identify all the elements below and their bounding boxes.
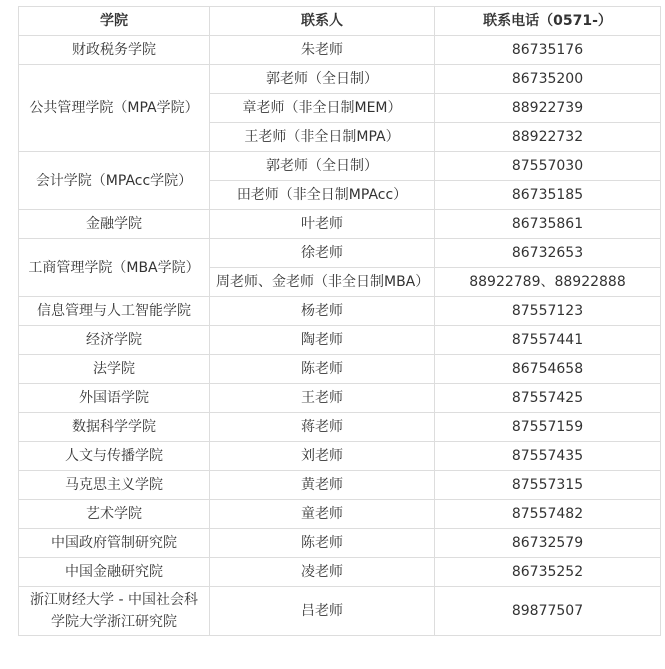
phone-cell: 88922732 (435, 123, 661, 152)
college-cell: 中国金融研究院 (19, 558, 210, 587)
phone-cell: 87557482 (435, 500, 661, 529)
college-cell: 公共管理学院（MPA学院） (19, 65, 210, 152)
college-cell: 金融学院 (19, 210, 210, 239)
college-cell: 浙江财经大学 - 中国社会科学院大学浙江研究院 (19, 587, 210, 636)
header-college: 学院 (19, 7, 210, 36)
contact-name-cell: 陈老师 (210, 355, 435, 384)
contact-name-cell: 童老师 (210, 500, 435, 529)
table-row (19, 384, 661, 413)
phone-cell: 88922789、88922888 (435, 268, 661, 297)
table-row (19, 152, 661, 181)
table-row (19, 587, 661, 636)
contact-name-cell: 陶老师 (210, 326, 435, 355)
header-phone: 联系电话（0571-） (435, 7, 661, 36)
college-cell: 工商管理学院（MBA学院） (19, 239, 210, 297)
table-row (19, 355, 661, 384)
college-cell: 外国语学院 (19, 384, 210, 413)
phone-cell: 88922739 (435, 94, 661, 123)
contact-name-cell: 周老师、金老师（非全日制MBA） (210, 268, 435, 297)
contact-name-cell: 王老师（非全日制MPA） (210, 123, 435, 152)
phone-cell: 86732653 (435, 239, 661, 268)
contact-name-cell: 朱老师 (210, 36, 435, 65)
table-row (19, 500, 661, 529)
contact-name-cell: 陈老师 (210, 529, 435, 558)
header-contact: 联系人 (210, 7, 435, 36)
college-cell: 中国政府管制研究院 (19, 529, 210, 558)
phone-cell: 89877507 (435, 587, 661, 636)
contact-name-cell: 黄老师 (210, 471, 435, 500)
contact-name-cell: 蒋老师 (210, 413, 435, 442)
contact-name-cell: 凌老师 (210, 558, 435, 587)
phone-cell: 87557435 (435, 442, 661, 471)
table-row (19, 326, 661, 355)
contact-name-cell: 田老师（非全日制MPAcc） (210, 181, 435, 210)
contact-name-cell: 郭老师（全日制） (210, 65, 435, 94)
table-row (19, 529, 661, 558)
contact-name-cell: 徐老师 (210, 239, 435, 268)
phone-cell: 87557315 (435, 471, 661, 500)
college-cell: 信息管理与人工智能学院 (19, 297, 210, 326)
table-row (19, 297, 661, 326)
contact-name-cell: 杨老师 (210, 297, 435, 326)
phone-cell: 86735252 (435, 558, 661, 587)
college-cell: 人文与传播学院 (19, 442, 210, 471)
contact-name-cell: 刘老师 (210, 442, 435, 471)
phone-cell: 86735200 (435, 65, 661, 94)
contact-name-cell: 郭老师（全日制） (210, 152, 435, 181)
phone-cell: 86735185 (435, 181, 661, 210)
table-header-row (19, 7, 661, 36)
table-row (19, 210, 661, 239)
college-cell: 数据科学学院 (19, 413, 210, 442)
phone-cell: 86735176 (435, 36, 661, 65)
phone-cell: 87557425 (435, 384, 661, 413)
phone-cell: 87557159 (435, 413, 661, 442)
phone-cell: 86735861 (435, 210, 661, 239)
phone-cell: 87557441 (435, 326, 661, 355)
table-body (19, 36, 661, 636)
table-row (19, 471, 661, 500)
table-row (19, 36, 661, 65)
phone-cell: 86754658 (435, 355, 661, 384)
table-row (19, 65, 661, 94)
table-row (19, 442, 661, 471)
phone-cell: 87557123 (435, 297, 661, 326)
contact-name-cell: 章老师（非全日制MEM） (210, 94, 435, 123)
table-row (19, 413, 661, 442)
college-cell: 财政税务学院 (19, 36, 210, 65)
phone-cell: 87557030 (435, 152, 661, 181)
college-cell: 会计学院（MPAcc学院） (19, 152, 210, 210)
college-cell: 艺术学院 (19, 500, 210, 529)
contacts-table (18, 6, 661, 636)
table-row (19, 239, 661, 268)
college-cell: 马克思主义学院 (19, 471, 210, 500)
contact-name-cell: 吕老师 (210, 587, 435, 636)
contact-name-cell: 王老师 (210, 384, 435, 413)
contact-name-cell: 叶老师 (210, 210, 435, 239)
college-cell: 经济学院 (19, 326, 210, 355)
table-row (19, 558, 661, 587)
phone-cell: 86732579 (435, 529, 661, 558)
college-cell: 法学院 (19, 355, 210, 384)
